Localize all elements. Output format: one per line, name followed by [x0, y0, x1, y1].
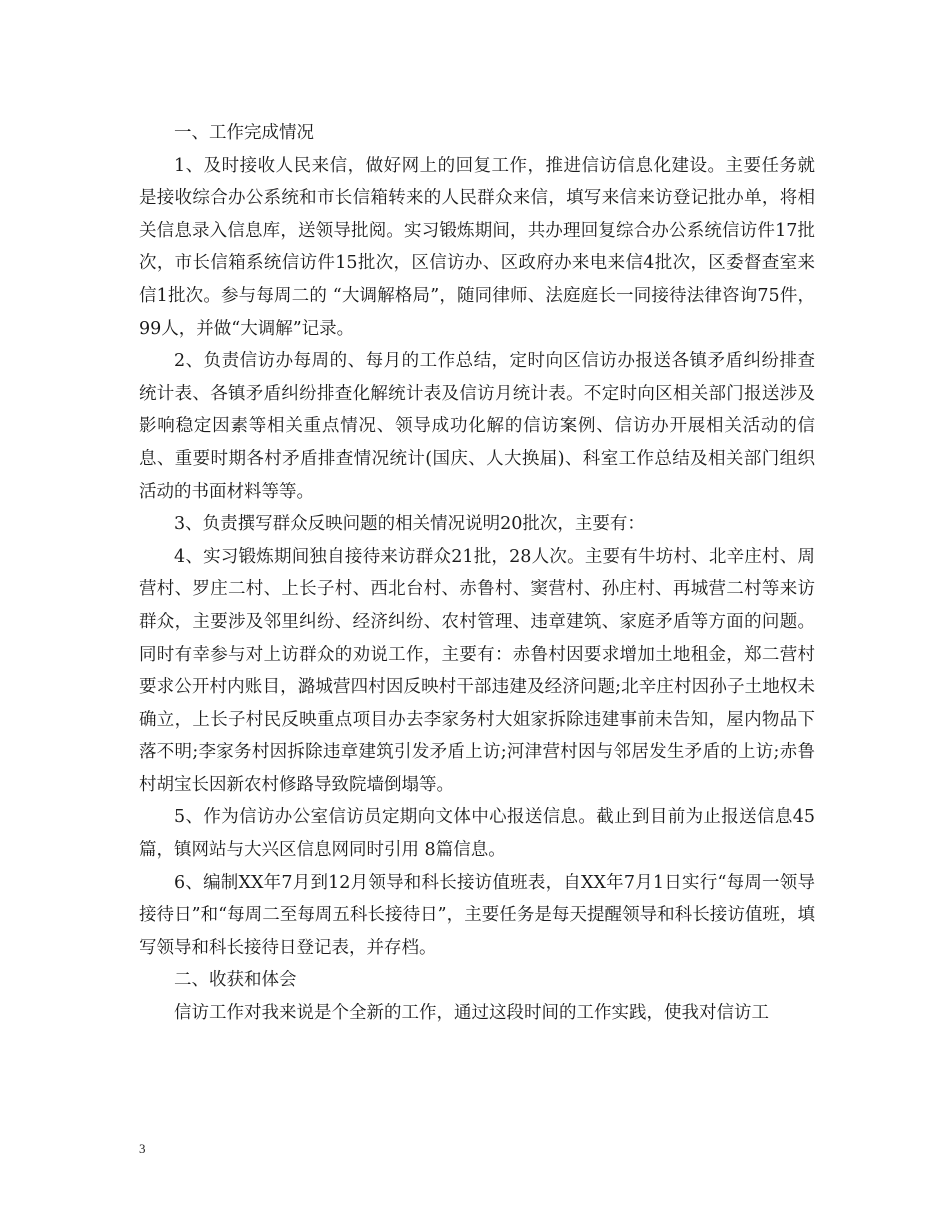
paragraph-5: 5、作为信访办公室信访员定期向文体中心报送信息。截止到目前为止报送信息45篇，镇网站与大兴区信息网同时引用 8篇信息。 [139, 807, 815, 861]
section-heading-gains: 二、收获和体会 [174, 970, 297, 991]
section-heading-work-completion: 一、工作完成情况 [174, 123, 314, 143]
document-body [139, 117, 815, 1030]
paragraph-2: 2、负责信访办每周的、每月的工作总结，定时向区信访办报送各镇矛盾纠纷排查统计表、各镇矛盾纠纷排查化解统计表及信访月统计表。不定时向区相关部门报送涉及影响稳定因素等相关重点情况、领导成功化解的信访案例、信访办开展相关活动的信息、重要时期各村矛盾排查情况统计(国庆、人大换届)、科室工作总结及相关部门组织活动的书面材料等等。 [139, 351, 815, 502]
page-number: 3 [139, 1141, 146, 1156]
paragraph-1: 1、及时接收人民来信，做好网上的回复工作，推进信访信息化建设。主要任务就是接收综合办公系统和市长信箱转来的人民群众来信，填写来信来访登记批办单，将相关信息录入信息库，送领导批阅。实习锻炼期间，共办理回复综合办公系统信访件17批次，市长信箱系统信访件15批次，区信访办、区政府办来电来信4批次，区委督查室来信1批次。参与每周二的 “大调解格局”，随同律师、法庭庭长一同接待法律咨询75件，99人，并做“大调解”记录。 [139, 155, 815, 339]
paragraph-6: 6、编制XX年7月到12月领导和科长接访值班表，自XX年7月1日实行“每周一领导接待日”和“每周二至每周五科长接待日”，主要任务是每天提醒领导和科长接访值班，填写领导和科长接待日登记表，并存档。 [139, 872, 815, 958]
paragraph-4: 4、实习锻炼期间独自接待来访群众21批，28人次。主要有牛坊村、北辛庄村、周营村、罗庄二村、上长子村、西北台村、赤鲁村、窦营村、孙庄村、再城营二村等来访群众，主要涉及邻里纠纷、经济纠纷、农村管理、违章建筑、家庭矛盾等方面的问题。同时有幸参与对上访群众的劝说工作，主要有：赤鲁村因要求增加土地租金，郑二营村要求公开村内账目，潞城营四村因反映村干部违建及经济问题;北辛庄村因孙子土地权未确立，上长子村民反映重点项目办去李家务村大姐家拆除违建事前未告知，屋内物品下落不明;李家务村因拆除违章建筑引发矛盾上访;河津营村因与邻居发生矛盾的上访;赤鲁村胡宝长因新农村修路导致院墙倒塌等。 [139, 546, 815, 795]
paragraph-7: 信访工作对我来说是个全新的工作，通过这段时间的工作实践，使我对信访工 [174, 1003, 769, 1024]
paragraph-3: 3、负责撰写群众反映问题的相关情况说明20批次，主要有： [174, 514, 645, 535]
